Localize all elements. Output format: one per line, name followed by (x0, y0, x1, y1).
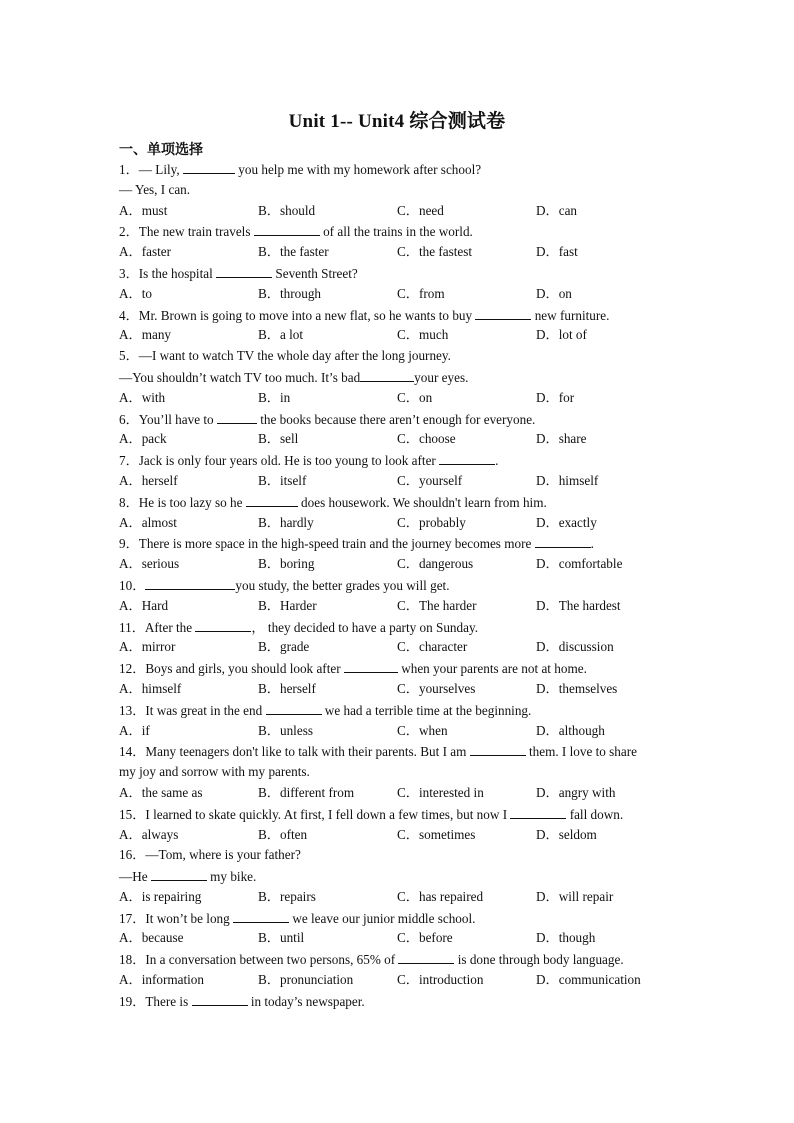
text-segment: —You shouldn’t watch TV too much. It’s bad (119, 369, 361, 385)
question-text (119, 533, 679, 554)
question-text (119, 845, 679, 866)
answer-option: B．grade (258, 639, 310, 655)
text-segment: 17．It won’t be long (119, 910, 234, 926)
question-text (119, 159, 679, 180)
option-row (119, 325, 679, 346)
section-heading: 一、单项选择 (119, 142, 203, 158)
text-segment: you study, the better grades you will get. (235, 577, 450, 593)
answer-blank (233, 908, 289, 923)
answer-option: C．much (397, 327, 449, 343)
answer-option: C．probably (397, 514, 466, 530)
answer-option: D．lot of (536, 327, 587, 343)
answer-option: B．through (258, 285, 322, 301)
answer-option: A．faster (119, 244, 171, 260)
answer-option: A．the same as (119, 784, 203, 800)
text-segment: you help me with my homework after school? (234, 162, 482, 177)
answer-blank (266, 700, 322, 715)
text-segment: in today’s newspaper. (247, 993, 365, 1009)
answer-option: D．seldom (536, 826, 597, 842)
question-8 (119, 492, 679, 534)
question-text (119, 700, 679, 721)
answer-option: A．because (119, 930, 184, 946)
text-segment: 3．Is the hospital (119, 265, 217, 281)
answer-option: B．hardly (258, 514, 314, 530)
answer-blank (192, 991, 248, 1006)
answer-option: D．themselves (536, 680, 618, 696)
answer-option: D．The hardest (536, 597, 621, 613)
answer-blank (510, 804, 566, 819)
answer-option: B．a lot (258, 327, 304, 343)
question-12 (119, 658, 679, 700)
answer-option: A．serious (119, 556, 180, 572)
answer-blank (360, 367, 414, 382)
answer-option: D．exactly (536, 514, 597, 530)
text-segment: new furniture. (531, 307, 610, 323)
text-segment: 15．I learned to skate quickly. At first, I fell down a few times, but now I (119, 806, 511, 822)
answer-option: B．herself (258, 680, 316, 696)
text-segment: your eyes. (414, 369, 469, 385)
answer-option: D．share (536, 431, 587, 447)
answer-option: C．character (397, 639, 468, 655)
question-text (119, 617, 679, 638)
text-segment: 11．After the (119, 619, 196, 635)
question-18 (119, 949, 679, 991)
option-row (119, 596, 679, 617)
answer-option: B．often (258, 826, 308, 842)
answer-option: B．sell (258, 431, 299, 447)
question-15 (119, 804, 679, 846)
question-text (119, 908, 679, 929)
question-list (119, 159, 679, 1012)
text-segment: we had a terrible time at the beginning. (321, 702, 532, 718)
answer-blank (216, 263, 272, 278)
question-10 (119, 575, 679, 617)
answer-option: A．if (119, 722, 150, 738)
answer-option: C．The harder (397, 597, 477, 613)
answer-option: B．boring (258, 556, 315, 572)
text-segment: fall down. (566, 806, 624, 822)
option-row (119, 388, 679, 409)
answer-blank (246, 492, 298, 507)
text-segment: 1．— Lily, (119, 162, 183, 177)
question-11 (119, 617, 679, 659)
answer-option: C．before (397, 930, 453, 946)
question-19 (119, 991, 679, 1012)
answer-blank (475, 305, 531, 320)
option-row (119, 928, 679, 949)
answer-option: B．until (258, 930, 305, 946)
answer-option: A．is repairing (119, 888, 202, 904)
question-4 (119, 305, 679, 347)
text-segment: the books because there aren’t enough for everyone. (256, 411, 536, 427)
question-text (119, 305, 679, 326)
answer-option: C．sometimes (397, 826, 476, 842)
question-text (119, 346, 679, 367)
answer-blank (398, 949, 454, 964)
question-text (119, 804, 679, 825)
answer-option: A．herself (119, 472, 178, 488)
text-segment: does housework. We shouldn't learn from him. (297, 494, 547, 510)
answer-option: D．can (536, 202, 578, 218)
question-13 (119, 700, 679, 742)
text-segment: my bike. (206, 869, 257, 885)
answer-option: D．for (536, 389, 575, 405)
text-segment: 9．There is more space in the high-speed train and the journey becomes more (119, 536, 535, 552)
answer-option: C．has repaired (397, 888, 484, 904)
answer-option: B．itself (258, 472, 307, 488)
option-row (119, 970, 679, 991)
answer-option: A．himself (119, 680, 182, 696)
text-segment: 6．You’ll have to (119, 411, 217, 427)
answer-option: D．though (536, 930, 596, 946)
option-row (119, 679, 679, 700)
question-text (119, 866, 679, 887)
answer-option: C．yourselves (397, 680, 476, 696)
option-row (119, 721, 679, 742)
answer-option: B．in (258, 389, 291, 405)
answer-blank (439, 450, 495, 465)
answer-option: A．must (119, 202, 168, 218)
answer-option: D．on (536, 285, 572, 301)
question-5 (119, 346, 679, 408)
question-14 (119, 741, 679, 803)
option-row (119, 242, 679, 263)
answer-option: C．introduction (397, 972, 484, 988)
text-segment: 2．The new train travels (119, 224, 254, 240)
answer-option: A．Hard (119, 597, 169, 613)
option-row (119, 825, 679, 846)
answer-option: B．repairs (258, 888, 316, 904)
answer-option: D．communication (536, 972, 641, 988)
answer-option: C．dangerous (397, 556, 474, 572)
question-7 (119, 450, 679, 492)
page-title: Unit 1-- Unit4 综合测试卷 (288, 111, 506, 132)
answer-option: C．the fastest (397, 244, 473, 260)
question-text (119, 949, 679, 970)
question-text (119, 367, 679, 388)
text-segment: 12．Boys and girls, you should look after (119, 661, 344, 677)
text-segment: 5．—I want to watch TV the whole day after the long journey. (119, 348, 451, 364)
answer-blank (145, 575, 235, 590)
text-segment: when your parents are not at home. (397, 661, 587, 677)
text-segment: 18．In a conversation between two persons, 65% of (119, 952, 399, 968)
answer-option: C．when (397, 722, 448, 738)
answer-option: D．will repair (536, 888, 614, 904)
option-row (119, 513, 679, 534)
answer-blank (151, 866, 207, 881)
question-3 (119, 263, 679, 305)
text-segment: is done through body language. (454, 952, 624, 968)
answer-blank (183, 159, 235, 174)
text-segment: — Yes, I can. (119, 181, 191, 197)
answer-option: B．should (258, 202, 316, 218)
option-row (119, 637, 679, 658)
text-segment: 13．It was great in the end (119, 702, 266, 718)
answer-option: B．Harder (258, 597, 317, 613)
text-segment: 8．He is too lazy so he (119, 494, 246, 510)
question-text (119, 991, 679, 1012)
answer-option: A．pack (119, 431, 167, 447)
answer-option: D．comfortable (536, 556, 623, 572)
answer-option: B．different from (258, 784, 355, 800)
answer-blank (535, 533, 591, 548)
question-17 (119, 908, 679, 950)
answer-option: B．the faster (258, 244, 329, 260)
answer-option: D．himself (536, 472, 599, 488)
text-segment: —He (119, 869, 151, 885)
answer-option: D．discussion (536, 639, 614, 655)
option-row (119, 554, 679, 575)
answer-option: C．on (397, 389, 433, 405)
question-16 (119, 845, 679, 907)
answer-option: B．unless (258, 722, 313, 738)
question-text (119, 180, 679, 201)
answer-blank (254, 221, 320, 236)
text-segment: them. I love to share (525, 744, 637, 760)
question-2 (119, 221, 679, 263)
answer-option: C．yourself (397, 472, 463, 488)
text-segment: ， they decided to have a party on Sunday. (251, 619, 478, 635)
text-segment: 7．Jack is only four years old. He is too young to look after (119, 453, 440, 469)
answer-option: A．with (119, 389, 166, 405)
question-1 (119, 159, 679, 221)
option-row (119, 284, 679, 305)
text-segment: Seventh Street? (272, 265, 358, 281)
text-segment: . (590, 536, 594, 552)
question-text (119, 492, 679, 513)
text-segment: my joy and sorrow with my parents. (119, 764, 310, 780)
question-text (119, 450, 679, 471)
option-row (119, 783, 679, 804)
answer-option: B．pronunciation (258, 972, 354, 988)
question-text (119, 409, 679, 430)
text-segment: 14．Many teenagers don't like to talk with their parents. But I am (119, 744, 470, 760)
answer-option: A．almost (119, 514, 177, 530)
question-text (119, 263, 679, 284)
text-segment: 4．Mr. Brown is going to move into a new flat, so he wants to buy (119, 307, 476, 323)
option-row (119, 201, 679, 222)
option-row (119, 471, 679, 492)
question-text (119, 741, 679, 762)
text-segment: of all the trains in the world. (319, 224, 473, 240)
answer-option: A．information (119, 972, 204, 988)
answer-option: D．angry with (536, 784, 616, 800)
answer-option: A．always (119, 826, 179, 842)
answer-option: D．although (536, 722, 605, 738)
text-segment: . (495, 453, 499, 469)
answer-blank (195, 617, 251, 632)
answer-option: C．need (397, 202, 444, 218)
answer-option: A．many (119, 327, 172, 343)
option-row (119, 887, 679, 908)
answer-option: A．mirror (119, 639, 176, 655)
text-segment: 10． (119, 577, 146, 593)
question-text (119, 658, 679, 679)
answer-blank (217, 409, 257, 424)
text-segment: we leave our junior middle school. (289, 910, 476, 926)
answer-option: A．to (119, 285, 152, 301)
answer-option: C．interested in (397, 784, 484, 800)
question-text (119, 575, 679, 596)
question-9 (119, 533, 679, 575)
question-6 (119, 409, 679, 451)
text-segment: 16．—Tom, where is your father? (119, 847, 301, 863)
question-text (119, 221, 679, 242)
answer-option: C．choose (397, 431, 456, 447)
answer-blank (344, 658, 398, 673)
answer-blank (470, 741, 526, 756)
question-text (119, 762, 679, 783)
text-segment: 19．There is (119, 993, 192, 1009)
option-row (119, 429, 679, 450)
answer-option: C．from (397, 285, 445, 301)
answer-option: D．fast (536, 244, 578, 260)
